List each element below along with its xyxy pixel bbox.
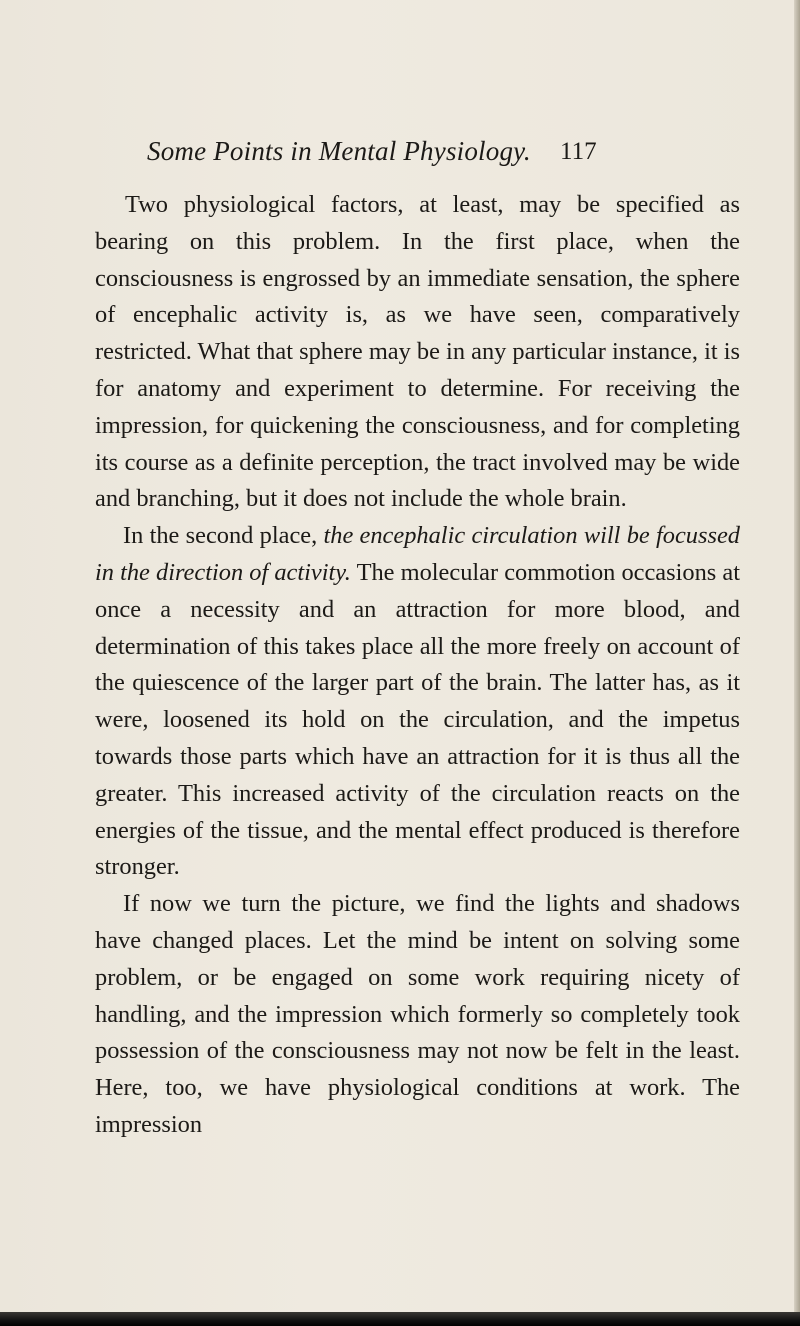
paragraph-1: Two physiological factors, at least, may be specified as bearing on this problem. In the first place, when the consciousness is engrossed by an immediate sensation, the sphere of encephalic activity is, as we have seen, comparatively restricted. What that sphere may be in any particular instance, it is for anatomy and experiment to determine. For receiving the impression, for quickening the consciousness, and for completing its course as a definite perception, the tract involved may be wide and branching, but it does not include the whole brain. [95, 191, 740, 513]
running-title: Some Points in Mental Physiology. [147, 136, 531, 166]
paragraph-2-rest: The molecular commotion occasions at once a necessity and an attraction for more blood, and determination of this takes place all the more freely on account of the quiescence of the larger part of the brain. The latter has, as it were, loosened its hold on the circulation, and the impetus towards those parts which have an attraction for it is thus all the greater. This increased activity of the circulation reacts on the energies of the tissue, and the mental effect produced is therefore stronger. [95, 558, 740, 881]
page-bottom-edge [0, 1312, 800, 1326]
paragraph-3: If now we turn the picture, we find the lights and shadows have changed places. Let the mind be intent on solving some problem, or be engaged on some work requiring nicety of handling, and the impression which formerly so completely took possession of the consciousness may not now be felt in the least. Here, too, we have physiological conditions at work. The impression [95, 890, 740, 1138]
page-right-edge [794, 0, 800, 1326]
body-text [95, 187, 740, 1144]
paragraph-2 [95, 518, 740, 886]
paragraph-2-italic: the encephalic circulation will be focussed in the direction of activity. [95, 522, 740, 586]
page-header [0, 136, 800, 176]
paragraph-2-lead: In the second place, [123, 522, 324, 550]
page-number: 117 [560, 138, 597, 165]
